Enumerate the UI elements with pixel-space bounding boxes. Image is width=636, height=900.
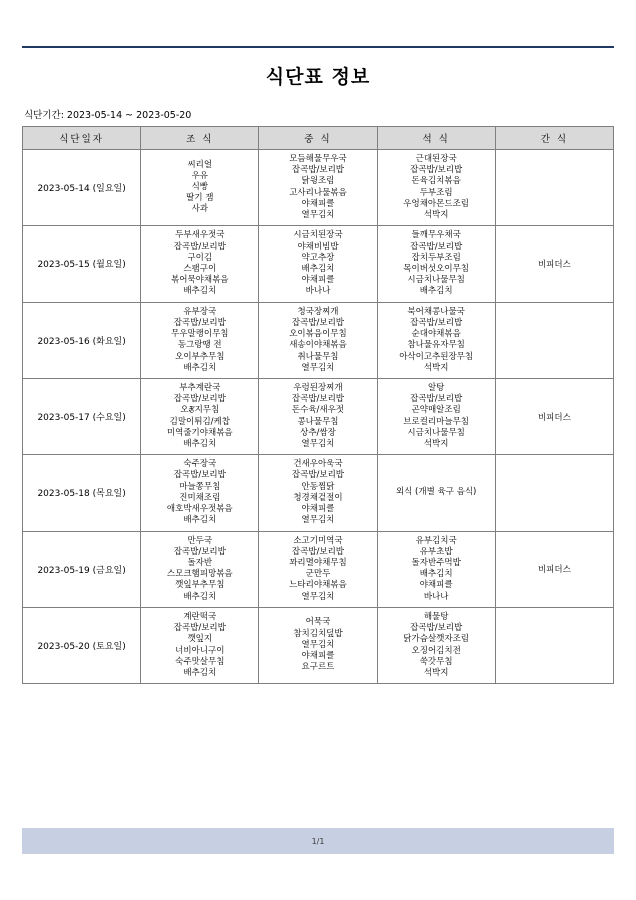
cell-date: 2023-05-20 (토요일) [23,607,141,683]
cell-breakfast [141,302,259,378]
menu-item: 우렁된장찌개 [293,382,343,393]
column-header-breakfast: 조 식 [141,127,259,150]
menu-item: 석박지 [423,362,449,373]
menu-item: 배추김치 [183,515,217,526]
menu-item: 열무김치 [301,591,335,602]
cell-date: 2023-05-14 (일요일) [23,150,141,226]
menu-item: 애호박새우젓볶음 [166,504,233,515]
menu-item: 곤약매알조림 [411,405,461,416]
cell-date: 2023-05-16 (화요일) [23,302,141,378]
menu-item: 마늘쫑무침 [179,481,221,492]
menu-item: 무우말랭이무침 [171,329,229,340]
cell-breakfast [141,607,259,683]
menu-item: 석박지 [423,439,449,450]
menu-item: 야채피클 [301,504,335,515]
menu-item: 배추김치 [183,439,217,450]
cell-date: 2023-05-17 (수요일) [23,378,141,454]
menu-item: 취나물무침 [297,351,339,362]
menu-item: 잡곡밥/보리밥 [410,394,463,405]
menu-item: 콩나물무침 [297,416,339,427]
menu-item: 스모크햄피망볶음 [166,569,233,580]
cell-snack: 비피더스 [495,531,613,607]
cell-lunch [259,226,377,302]
menu-item: 브로컬리마늘무침 [403,416,469,427]
menu-item: 근대된장국 [415,154,457,164]
table-header-row [23,127,614,150]
menu-item: 잡치두부조림 [411,252,461,263]
menu-item: 구이김 [187,252,213,263]
menu-item: 열무김치 [301,439,335,450]
menu-item: 참치김치덮밥 [293,628,343,639]
menu-item: 쑥갓무침 [419,656,453,667]
menu-item: 배추김치 [183,667,217,678]
menu-item: 잡곡밥/보리밥 [173,317,226,328]
menu-item: 숙주맛살무침 [175,656,225,667]
menu-item: 시금치나물무침 [407,427,465,438]
menu-item: 너비아니구이 [175,645,225,656]
menu-item: 잡곡밥/보리밥 [173,470,226,481]
menu-item: 잡곡밥/보리밥 [173,394,226,405]
menu-item: 야채피클 [301,275,335,286]
cell-dinner [377,302,495,378]
menu-item: 오이부추무침 [175,351,225,362]
menu-item: 미역줄기야채볶음 [166,427,233,438]
menu-item: 알탕 [427,382,445,393]
menu-item: 식빵 [191,182,208,193]
menu-item: 북어채콩나물국 [407,306,465,317]
cell-lunch [259,607,377,683]
menu-item: 잡곡밥/보리밥 [291,470,345,481]
menu-item: 해물탕 [423,611,449,622]
cell-snack: 비피더스 [495,226,613,302]
page-number: 1/1 [311,836,325,846]
menu-item: 소고기미역국 [293,535,343,546]
menu-item: 오징어김치전 [411,645,461,656]
menu-item: 시금치나물무침 [407,275,465,286]
menu-item: 배추김치 [419,569,453,580]
menu-item: 어묵국 [305,617,331,628]
menu-item: 청국장찌개 [297,306,339,317]
menu-item: 외식 (개별 육구 음식) [395,487,477,498]
cell-breakfast [141,455,259,531]
menu-item: 목이버섯오이무침 [403,263,469,274]
column-header-dinner: 석 식 [377,127,495,150]
menu-item: 바나나 [305,286,331,297]
menu-item: 스팸구이 [183,263,217,274]
menu-item: 배추김치 [183,591,217,602]
menu-item: 잡곡밥/보리밥 [291,165,345,176]
menu-table [22,126,614,684]
menu-item: 진미채조림 [179,492,221,503]
menu-item: 상추/쌈장 [300,427,336,438]
menu-item: 동그랑땡 전 [177,340,222,351]
menu-item: 잡곡밥/보리밥 [291,394,345,405]
table-row [23,302,614,378]
menu-item: 우엉채아몬드조림 [403,198,469,209]
cell-dinner [377,226,495,302]
column-header-snack: 간 식 [495,127,613,150]
cell-breakfast [141,226,259,302]
menu-item: 잡곡밥/보리밥 [291,317,345,328]
menu-item: 씨리얼 [187,159,213,170]
menu-item: 돈육김치볶음 [411,176,461,187]
cell-lunch [259,378,377,454]
menu-item: 배추김치 [183,286,217,297]
menu-item: 부추계란국 [179,382,221,393]
menu-item: 느타리야채볶음 [289,580,347,591]
menu-item: 깻잎지 [187,634,213,645]
cell-breakfast [141,378,259,454]
table-row [23,455,614,531]
menu-item: 아삭이고추된장무침 [399,351,474,362]
menu-item: 꽈리멸야채무침 [289,558,347,568]
menu-item: 석박지 [423,210,449,221]
menu-item: 요구르트 [301,662,335,673]
cell-snack [495,302,613,378]
menu-item: 만두국 [187,535,213,546]
cell-lunch [259,150,377,226]
menu-item: 잡곡밥/보리밥 [410,165,463,176]
menu-item: 우유 [191,170,208,181]
menu-item: 새송이야채볶음 [289,340,347,351]
menu-item: 사과 [191,204,208,215]
table-row [23,607,614,683]
cell-dinner [377,378,495,454]
cell-breakfast [141,531,259,607]
menu-item: 두부조림 [419,187,453,198]
menu-item: 돌자반주먹밥 [411,558,461,568]
menu-item: 배추김치 [419,286,453,297]
cell-snack [495,455,613,531]
table-row [23,378,614,454]
table-row [23,150,614,226]
menu-item: 모듬해물무우국 [289,154,347,164]
menu-item: 두부새우젓국 [175,230,225,241]
menu-item: 유부장국 [183,306,217,317]
menu-item: 고사리나물볶음 [289,187,347,198]
cell-dinner [377,150,495,226]
menu-item: 돈수육/새우젓 [291,405,345,416]
menu-item: 건새우아욱국 [293,459,343,470]
menu-item: 잡곡밥/보리밥 [291,546,345,557]
cell-dinner [377,607,495,683]
menu-item: 잡곡밥/보리밥 [173,623,226,634]
menu-item: 볶어묵야채볶음 [171,275,229,286]
menu-item: 잡곡밥/보리밥 [410,623,463,634]
menu-item: 잡곡밥/보리밥 [173,546,226,557]
menu-period-label: 식단기간: 2023-05-14 ~ 2023-05-20 [24,110,192,121]
menu-item: 열무김치 [301,515,335,526]
menu-item: 배추김치 [183,362,217,373]
menu-item: 야채피클 [301,651,335,662]
table-row [23,531,614,607]
menu-item: 열무김치 [301,639,335,650]
cell-snack [495,607,613,683]
menu-item: 군만두 [305,569,331,580]
cell-breakfast [141,150,259,226]
menu-item: 참나물유자무침 [407,340,465,351]
menu-item: 청경채겉절이 [293,492,343,503]
menu-item: 숙주장국 [183,459,217,470]
menu-item: 잡곡밥/보리밥 [410,241,463,252]
column-header-lunch: 중 식 [259,127,377,150]
column-header-date: 식단일자 [23,127,141,150]
table-row [23,226,614,302]
page-title: 식단표 정보 [265,66,371,88]
menu-item: 배추김치 [301,263,335,274]
menu-item: 안동찜닭 [301,481,335,492]
menu-item: 딸기 잼 [186,193,214,204]
cell-lunch [259,455,377,531]
footer-band [22,828,614,854]
cell-lunch [259,302,377,378]
header-divider [22,46,614,48]
menu-item: 잡곡밥/보리밥 [173,241,226,252]
menu-item: 닭윙조림 [301,176,335,187]
menu-table-head [23,127,614,150]
menu-item: 약고추장 [301,252,335,263]
menu-item: 열무김치 [301,210,335,221]
menu-item: 계란떡국 [183,611,217,622]
menu-item: 깻잎부추무침 [175,580,225,591]
cell-snack [495,150,613,226]
menu-item: 돌자반 [187,558,213,568]
cell-snack: 비피더스 [495,378,613,454]
menu-item: 야채피클 [301,198,335,209]
menu-item: 순대야채볶음 [411,329,461,340]
menu-item: 잡곡밥/보리밥 [410,317,463,328]
cell-dinner [377,455,495,531]
menu-item: 유부초밥 [419,546,453,557]
menu-item: 닭가슴살깻자조림 [403,634,469,645]
cell-date: 2023-05-18 (목요일) [23,455,141,531]
menu-item: 들깨무우채국 [411,230,461,241]
cell-date: 2023-05-19 (금요일) [23,531,141,607]
menu-item: 유부김치국 [415,535,457,546]
menu-item: 석박지 [423,667,449,678]
menu-item: 시금치된장국 [293,230,343,241]
cell-date: 2023-05-15 (월요일) [23,226,141,302]
menu-item: 오이볶음이무침 [289,329,347,340]
menu-item: 야채피클 [419,580,453,591]
menu-item: 야채비빔밥 [297,241,339,252]
cell-lunch [259,531,377,607]
menu-item: 김말이튀김/케찹 [169,416,230,427]
cell-dinner [377,531,495,607]
menu-table-body [23,150,614,684]
menu-item: 오རྩ지무침 [180,405,220,416]
menu-item: 열무김치 [301,362,335,373]
menu-item: 바나나 [423,591,449,602]
